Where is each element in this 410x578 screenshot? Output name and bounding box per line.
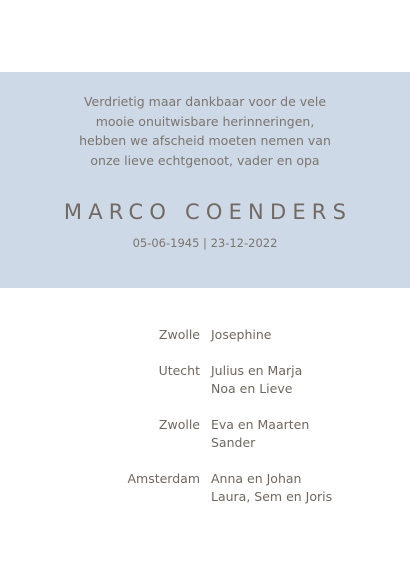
family-name-line: Laura, Sem en Joris (211, 489, 333, 504)
family-name-line: Noa en Lieve (211, 381, 293, 396)
family-names (211, 470, 410, 506)
life-dates: 05-06-1945 | 23-12-2022 (132, 236, 278, 250)
family-place: Utecht (158, 363, 200, 378)
family-names (211, 326, 410, 344)
intro-text (0, 92, 410, 170)
family-name-line: Eva en Maarten (211, 417, 310, 432)
family-place: Amsterdam (127, 471, 200, 486)
intro-line: hebben we afscheid moeten nemen van (79, 133, 331, 148)
family-place: Zwolle (158, 417, 200, 432)
family-entry (0, 416, 410, 452)
family-name-line: Josephine (211, 327, 272, 342)
family-place: Zwolle (158, 327, 200, 342)
family-name-line: Julius en Marja (211, 363, 303, 378)
intro-line: mooie onuitwisbare herinneringen, (95, 113, 315, 129)
deceased-name: MARCO COENDERS (63, 200, 353, 224)
family-names (211, 416, 410, 452)
family-entry (0, 362, 410, 398)
family-list (0, 326, 410, 524)
family-name-line: Sander (211, 435, 256, 450)
family-name-line: Anna en Johan (211, 471, 302, 486)
intro-line: onze lieve echtgenoot, vader en opa (90, 152, 320, 168)
intro-line: Verdrietig maar dankbaar voor de vele (83, 94, 327, 109)
family-entry (0, 470, 410, 506)
family-entry (0, 326, 410, 344)
family-names (211, 362, 410, 398)
